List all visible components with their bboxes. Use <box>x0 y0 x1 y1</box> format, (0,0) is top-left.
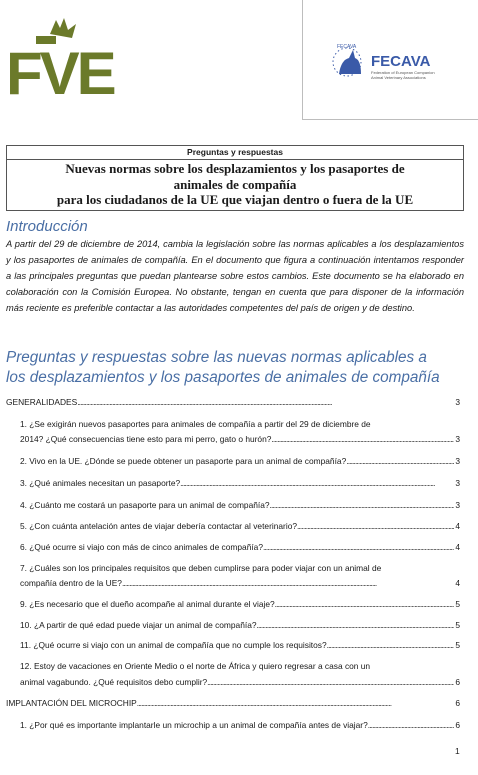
toc-entry[interactable]: GENERALIDADES . . . 3 <box>6 397 460 407</box>
toc-entry-line1[interactable]: 1. ¿Se exigirán nuevos pasaportes para animales de compañía a partir del 29 de diciembre de <box>20 419 371 429</box>
fecava-animals-icon <box>339 50 361 74</box>
header-subtitle: Preguntas y respuestas <box>7 146 463 160</box>
fve-logo <box>6 14 134 98</box>
toc-entry[interactable]: 10. ¿A partir de qué edad puede viajar un animal de compañía? . . . 5 <box>20 620 460 630</box>
fecava-logo-area <box>302 0 478 120</box>
toc-entry[interactable]: 9. ¿Es necesario que el dueño acompañe al animal durante el viaje? . . . 5 <box>20 599 460 609</box>
faq-heading: Preguntas y respuestas sobre las nuevas normas aplicables a los desplazamientos y los pasaportes de animales de compañía <box>6 349 440 386</box>
fecava-logo-text: FECAVA <box>371 53 431 70</box>
svg-text:FECAVA: FECAVA <box>337 44 357 50</box>
toc-entry[interactable]: IMPLANTACIÓN DEL MICROCHIP . . . 6 <box>6 698 460 708</box>
fecava-logo <box>331 40 471 88</box>
fve-logo-text: FVE <box>6 40 114 98</box>
svg-text:Animal Veterinary Associations: Animal Veterinary Associations <box>371 75 426 80</box>
toc-entry[interactable]: 11. ¿Qué ocurre si viajo con un animal de compañía que no cumple los requisitos? . . . 5 <box>20 640 460 650</box>
toc-entry[interactable]: 3. ¿Qué animales necesitan un pasaporte? . . . 3 <box>20 478 460 488</box>
intro-heading: Introducción <box>6 218 88 235</box>
fve-animal-silhouette-icon <box>50 18 76 38</box>
page-number: 1 <box>455 746 460 756</box>
toc-entry[interactable]: 2. Vivo en la UE. ¿Dónde se puede obtener un pasaporte para un animal de compañía? . . . 3 <box>20 456 460 466</box>
toc-entry[interactable]: compañía dentro de la UE? . . . 4 <box>20 578 460 588</box>
svg-text:Federation of European Compani: Federation of European Companion <box>371 70 435 75</box>
toc-entry[interactable]: 5. ¿Con cuánta antelación antes de viajar debería contactar al veterinario? . . . 4 <box>20 521 460 531</box>
toc-entry-line1[interactable]: 7. ¿Cuáles son los principales requisitos que deben cumplirse para poder viajar con un animal de <box>20 563 382 573</box>
toc-entry[interactable]: 2014? ¿Qué consecuencias tiene esto para mi perro, gato o hurón? . . . 3 <box>20 434 460 444</box>
toc-entry-line1[interactable]: 12. Estoy de vacaciones en Oriente Medio o el norte de África y quiero regresar a casa con un <box>20 661 371 671</box>
intro-paragraph: A partir del 29 de diciembre de 2014, cambia la legislación sobre las normas aplicables a los desplazamientos y los pasaportes de animales de compañía. En el documento que figura a continuación intentamos responder a las principales preguntas que puedan plantearse sobre estos cambios. Este documento se ha elaborado en colaboración con la Comisión Europea. No obstante, tengan en cuenta que para disponer de la información más reciente es preferible contactar a las autoridades competentes del país de origen y de destino. <box>6 239 464 314</box>
toc-entry[interactable]: animal vagabundo. ¿Qué requisitos debo cumplir? . . . 6 <box>20 677 460 687</box>
document-title: Nuevas normas sobre los desplazamientos y los pasaportes de animales de compañía para los ciudadanos de la UE que viajan dentro o fuera de la UE <box>56 161 414 207</box>
toc-entry[interactable]: 6. ¿Qué ocurre si viajo con más de cinco animales de compañía? . . . 4 <box>20 542 460 552</box>
toc-entry[interactable]: 1. ¿Por qué es importante implantarle un microchip a un animal de compañía antes de viajar? . . . 6 <box>20 720 460 730</box>
toc-entry[interactable]: 4. ¿Cuánto me costará un pasaporte para un animal de compañía? . . . 3 <box>20 500 460 510</box>
document-header <box>6 145 464 211</box>
